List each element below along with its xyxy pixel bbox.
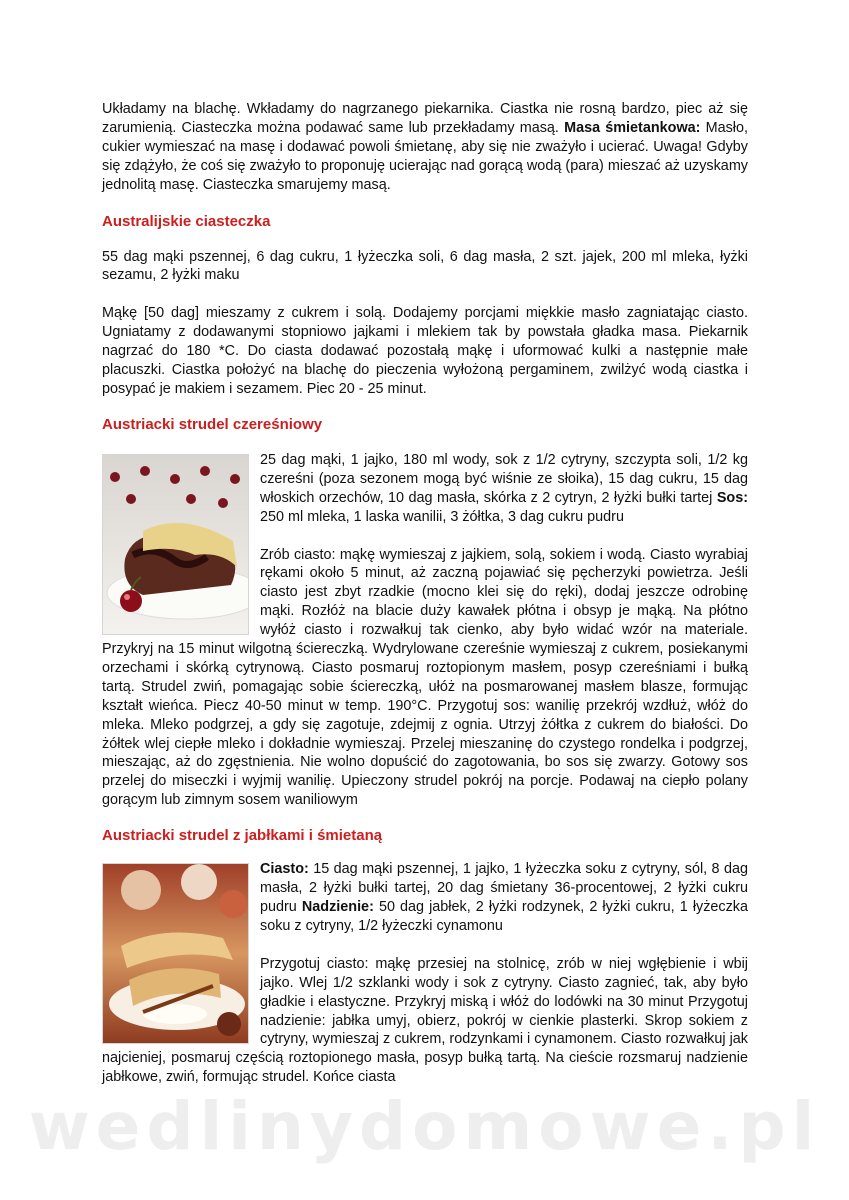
strudel-cherry-photo	[102, 454, 249, 635]
watermark: wedlinydomowe.pl	[28, 1088, 821, 1165]
sauce-label: Sos:	[716, 489, 749, 506]
filling-label: Nadzienie:	[301, 899, 374, 915]
document-page	[102, 100, 748, 1087]
recipe-title-strudel-jablka: Austriacki strudel z jabłkami i śmietaną	[102, 827, 383, 845]
recipe-method: Zrób ciasto: mąkę wymieszaj z jajkiem, solą, sokiem i wodą. Ciasto wyrabiaj rękami około 5 minut, aż zaczną pojawiać się pęcherzyki powietrza. Jeśli ciasto jest zbyt rzadkie (mocno klei się do ręki), dodaj jeszcze odrobinę mąki. Rozłóż na blacie duży kawałek płótna i obsyp je mąką. Na płótno wyłóż ciasto i rozwałkuj tak cienko, aby było widać wzór na materiale. Przykryj na 15 minut wilgotną ściereczką. Wydrylowane czereśnie wymieszaj z cukrem, posiekanymi orzechami i skórką cytrynową. Ciasto posmaruj roztopionym masłem, posyp czereśniami i bułką tartą. Strudel zwiń, pomagając sobie ściereczką, ułóż na posmarowanej masłem blasze, formując kształt wieńca. Piecz 40-50 minut w temp. 190°C. Przygotuj sos: wanilię przekrój wzdłuż, włóż do mleka. Mleko podgrzej, a gdy się zagotuje, zdejmij z ognia. Utrzyj żółtka z cukrem do białości. Do żółtek wlej ciepłe mleko i dokładnie wymieszaj. Przelej mieszaninę do czystego rondelka i podgrzej, mieszając, aż do zgęstnienia. Nie wolno dopuścić do zagotowania, bo sos się zwarzy. Gotowy sos przelej do miseczki i wyjmij wanilię. Upieczony strudel pokrój na porcje. Podawaj na ciepło polany gorącym lub zimnym sosem waniliowym	[102, 546, 748, 809]
intro-paragraph	[102, 100, 748, 195]
filling-text: 50 dag jabłek, 2 łyżki rodzynek, 2 łyżki cukru, 1 łyżeczka soku z cytryny, 1/2 łyżeczki cynamonu	[260, 899, 749, 934]
intro-text: Układamy na blachę. Wkładamy do nagrzanego piekarnika. Ciastka nie rosną bardzo, piec aż się zarumienią. Ciasteczka można podawać same lub przekładamy masą.	[102, 101, 748, 136]
recipe-title-australijskie: Australijskie ciasteczka	[102, 212, 271, 230]
intro-rest-text: Masło, cukier wymieszać na masę i dodawać powoli śmietanę, aby się nie zważyło i ucierać. Uwaga! Gdyby się zdążyło, że coś się zważyło to proponuję ucierając nad gorącą wodą (para) mieszać aż uzyskamy jednolitą masę. Ciasteczka smarujemy masą.	[102, 119, 748, 193]
recipe-method: Przygotuj ciasto: mąkę przesiej na stolnicę, zrób w niej wgłębienie i wbij jajko. Wlej 1/2 szklanki wody i sok z cytryny. Ciasto zagnieć, tak, aby było gładkie i elastyczne. Przykryj miską i włóż do lodówki na 30 minut Przygotuj nadzienie: jabłka umyj, obierz, pokrój w cienkie plasterki. Skrop sokiem z cytryny, wymieszaj z cukrem, rodzynkami i cynamonem. Ciasto rozwałkuj jak najcieniej, posmaruj częścią roztopionego masła, posyp bułką tartą. Na cieście rozsmaruj nadzienie jabłkowe, zwiń, formując strudel. Końce ciasta	[102, 955, 748, 1086]
recipe-title-strudel-czeresniowy: Austriacki strudel czereśniowy	[102, 415, 323, 433]
sauce-text: 250 ml mleka, 1 laska wanilii, 3 żółtka, 3 dag cukru pudru	[260, 508, 624, 525]
recipe-method: Mąkę [50 dag] mieszamy z cukrem i solą. Dodajemy porcjami miękkie masło zagniatając ciasto. Ugniatamy z dodawanymi stopniowo jajkami i mlekiem tak by powstała gładka masa. Piekarnik nagrzać do 180 *C. Do ciasta dodawać pozostałą mąkę i uformować kulki a następnie małe placuszki. Ciastka położyć na blachę do pieczenia wyłożoną pergaminem, zwilżyć wodą ciastka i posypać je makiem i sezamem. Piec 20 - 25 minut.	[102, 305, 748, 397]
dough-label: Ciasto:	[260, 861, 309, 878]
recipe-ingredients: 55 dag mąki pszennej, 6 dag cukru, 1 łyżeczka soli, 6 dag masła, 2 szt. jajek, 200 ml mleka, łyżki sezamu, 2 łyżki maku	[102, 248, 748, 284]
dough-text: 15 dag mąki pszennej, 1 jajko, 1 łyżeczka soku z cytryny, sól, 8 dag masła, 2 łyżki bułki tartej, 20 dag śmietany 36-procentowej, 2 łyżki cukru pudru	[260, 861, 748, 915]
intro-bold-label: Masa śmietankowa:	[564, 119, 701, 136]
ingredients-text: 25 dag mąki, 1 jajko, 180 ml wody, sok z 1/2 cytryny, szczypta soli, 1/2 kg czereśni (poza sezonem mogą być wiśnie ze słoika), 15 dag cukru, 15 dag włoskich orzechów, 10 dag masła, skórka z 2 cytryn, 2 łyżki bułki tartej	[260, 451, 748, 506]
strudel-apple-photo	[102, 863, 249, 1044]
